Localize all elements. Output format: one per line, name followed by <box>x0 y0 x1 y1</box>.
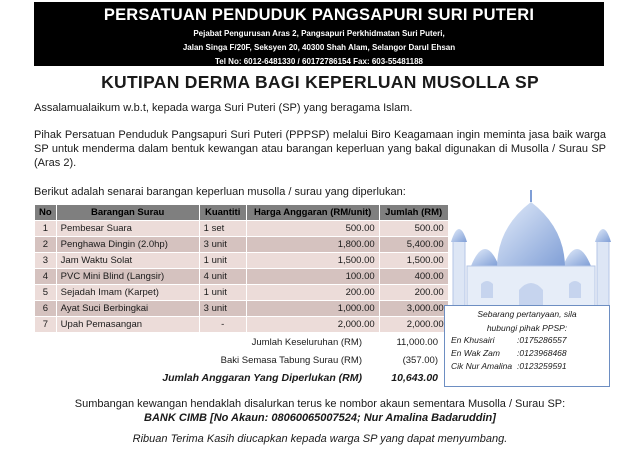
mosque-window <box>569 281 581 298</box>
intro-paragraph: Pihak Persatuan Penduduk Pangsapuri Suri Puteri (PPPSP) melalui Biro Keagamaan ingin meminta jasa baik warga SP untuk menderma dalam bentuk kewangan atau barangan keperluan yang bakal digunakan di Musolla / Surau SP (Aras 2). <box>34 129 606 169</box>
cell-no: 5 <box>35 285 57 301</box>
cell-no: 6 <box>35 301 57 317</box>
cell-qty: 3 unit <box>199 237 246 253</box>
thank-you-note: Ribuan Terima Kasih diucapkan kepada warga SP yang dapat menyumbang. <box>132 433 508 445</box>
col-price: Harga Anggaran (RM/unit) <box>246 205 379 221</box>
address-line-3: Tel No: 6012-6481330 / 60172786154 Fax: 603-55481188 <box>214 57 423 66</box>
contact-phone: :0123259591 <box>517 361 567 371</box>
cell-qty: 1 unit <box>199 253 246 269</box>
cell-qty: 4 unit <box>199 269 246 285</box>
cell-no: 2 <box>35 237 57 253</box>
col-total: Jumlah (RM) <box>379 205 448 221</box>
table-row <box>35 221 449 237</box>
cell-price: 500.00 <box>246 221 379 237</box>
contact-phone: :0123968468 <box>517 348 567 358</box>
greeting: Assalamualaikum w.b.t, kepada warga Suri Puteri (SP) yang beragama Islam. <box>34 102 413 114</box>
left-minaret-dome <box>451 229 467 242</box>
contact-row <box>445 334 609 347</box>
cell-no: 1 <box>35 221 57 237</box>
contact-name: Cik Nur Amalina <box>451 361 513 371</box>
cell-total: 5,400.00 <box>379 237 448 253</box>
cell-no: 3 <box>35 253 57 269</box>
cell-total: 2,000.00 <box>379 317 448 333</box>
cell-no: 4 <box>35 269 57 285</box>
page-title: KUTIPAN DERMA BAGI KEPERLUAN MUSOLLA SP <box>101 72 539 92</box>
table-row <box>35 237 449 253</box>
left-dome <box>471 249 499 266</box>
cell-item: Pembesar Suara <box>56 221 199 237</box>
cell-price: 100.00 <box>246 269 379 285</box>
contact-row <box>445 360 609 373</box>
main-dome <box>497 202 565 268</box>
contact-name: En Khusairi <box>451 335 495 345</box>
required-value: 10,643.00 <box>391 372 438 384</box>
cell-qty: 3 unit <box>199 301 246 317</box>
cell-item: Penghawa Dingin (2.0hp) <box>56 237 199 253</box>
cell-total: 400.00 <box>379 269 448 285</box>
total-value: 11,000.00 <box>396 336 438 348</box>
cell-price: 1,800.00 <box>246 237 379 253</box>
col-item: Barangan Surau <box>56 205 199 221</box>
total-label: Jumlah Keseluruhan (RM) <box>251 336 362 348</box>
bank-account: BANK CIMB [No Akaun: 08060065007524; Nur Amalina Badaruddin] <box>144 412 496 424</box>
cell-qty: 1 set <box>199 221 246 237</box>
summary-required-row <box>34 369 438 387</box>
cell-price: 2,000.00 <box>246 317 379 333</box>
cell-item: Upah Pemasangan <box>56 317 199 333</box>
required-label: Jumlah Anggaran Yang Diperlukan (RM) <box>162 372 362 384</box>
balance-label: Baki Semasa Tabung Surau (RM) <box>220 354 362 366</box>
letterhead <box>34 2 604 66</box>
mosque-illustration <box>445 188 617 316</box>
table-row <box>35 269 449 285</box>
table-row <box>35 317 449 333</box>
summary-balance-row <box>34 351 438 369</box>
cell-no: 7 <box>35 317 57 333</box>
cell-price: 1,500.00 <box>246 253 379 269</box>
cell-item: Sejadah Imam (Karpet) <box>56 285 199 301</box>
table-row <box>35 285 449 301</box>
bank-instruction: Sumbangan kewangan hendaklah disalurkan terus ke nombor akaun sementara Musolla / Surau SP: <box>74 398 566 410</box>
table-header-row <box>35 205 449 221</box>
contact-heading-1: Sebarang pertanyaan, sila <box>477 309 577 319</box>
table-row <box>35 301 449 317</box>
mosque-window <box>481 281 493 298</box>
cell-qty: - <box>199 317 246 333</box>
cell-total: 200.00 <box>379 285 448 301</box>
contact-box <box>444 305 610 387</box>
balance-value: (357.00) <box>402 354 438 366</box>
contact-heading-2: hubungi pihak PPSP: <box>486 323 568 333</box>
cell-item: Jam Waktu Solat <box>56 253 199 269</box>
table-row <box>35 253 449 269</box>
right-dome <box>563 249 591 266</box>
cell-total: 1,500.00 <box>379 253 448 269</box>
address-line-2: Jalan Singa F/20F, Seksyen 20, 40300 Shah Alam, Selangor Darul Ehsan <box>182 43 456 52</box>
summary-block <box>34 333 438 387</box>
cell-item: PVC Mini Blind (Langsir) <box>56 269 199 285</box>
cell-total: 500.00 <box>379 221 448 237</box>
address-line-1: Pejabat Pengurusan Aras 2, Pangsapuri Perkhidmatan Suri Puteri, <box>193 29 445 38</box>
contact-phone: :0175286557 <box>517 335 567 345</box>
right-minaret-dome <box>595 229 611 242</box>
association-name: PERSATUAN PENDUDUK PANGSAPURI SURI PUTERI <box>103 6 535 24</box>
cell-total: 3,000.00 <box>379 301 448 317</box>
items-table <box>34 204 449 333</box>
list-intro: Berikut adalah senarai barangan keperluan musolla / surau yang diperlukan: <box>34 186 406 198</box>
cell-price: 200.00 <box>246 285 379 301</box>
contact-name: En Wak Zam <box>451 348 500 358</box>
cell-qty: 1 unit <box>199 285 246 301</box>
summary-total-row <box>34 333 438 351</box>
cell-item: Ayat Suci Berbingkai <box>56 301 199 317</box>
cell-price: 1,000.00 <box>246 301 379 317</box>
col-no: No <box>35 205 57 221</box>
contact-row <box>445 347 609 360</box>
col-qty: Kuantiti <box>199 205 246 221</box>
